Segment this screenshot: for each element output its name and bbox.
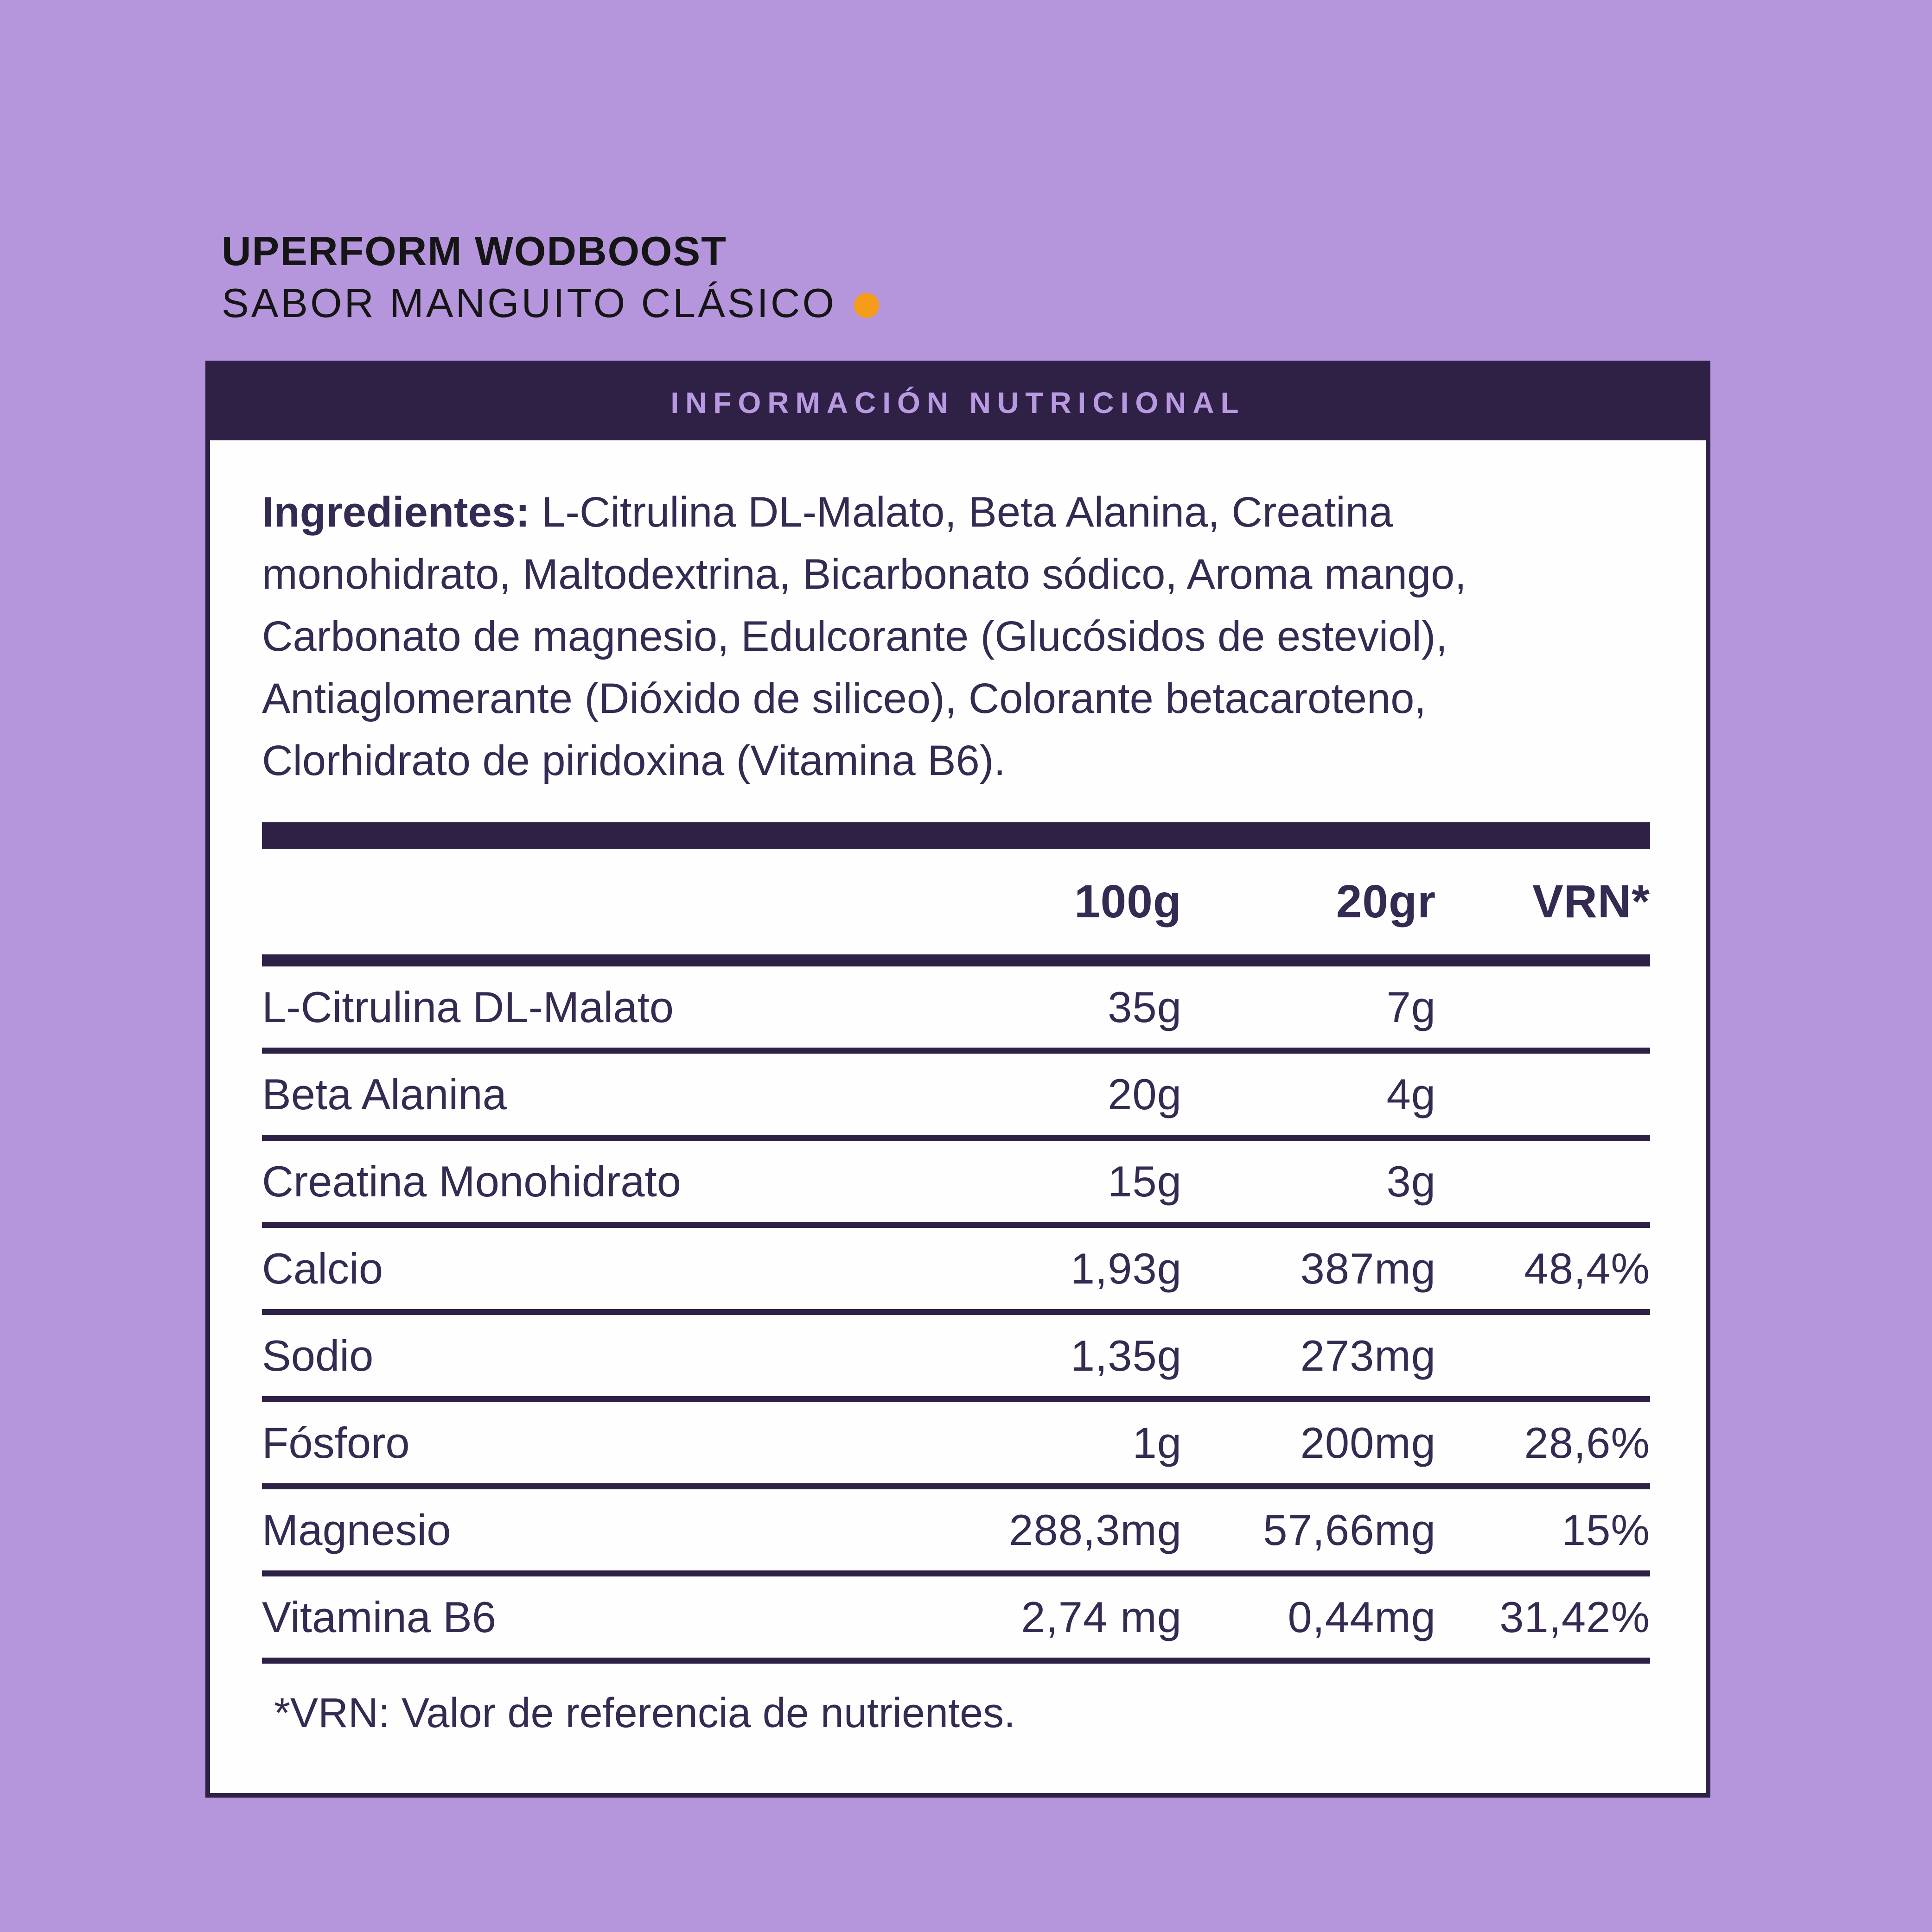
row-per20: 387mg [1300, 1244, 1436, 1293]
row-vrn: 48,4% [1524, 1244, 1650, 1293]
row-name: Beta Alanina [262, 1069, 507, 1119]
row-per100: 288,3mg [1009, 1505, 1182, 1554]
row-name: L-Citrulina DL-Malato [262, 982, 674, 1031]
row-vrn: 15% [1561, 1505, 1650, 1554]
row-per20: 273mg [1300, 1331, 1436, 1380]
row-name: Vitamina B6 [262, 1592, 497, 1641]
table-row [262, 1489, 1650, 1576]
ingredients-text: L-Citrulina DL-Malato, Beta Alanina, Creatina monohidrato, Maltodextrina, Bicarbonato sódico, Aroma mango, Carbonato de magnesio, Edulcorante (Glucósidos de esteviol), Antiaglomerante (Dióxido de siliceo), Colorante betacaroteno, Clorhidrato de piridoxina (Vitamina B6). [262, 489, 1467, 784]
row-name: Sodio [262, 1331, 374, 1380]
table-header-row [262, 849, 1650, 954]
row-per20: 57,66mg [1263, 1505, 1436, 1554]
table-row [262, 1315, 1650, 1402]
table-top-rule [262, 822, 1650, 849]
nutrition-facts-card [205, 361, 1710, 1798]
row-vrn: 28,6% [1524, 1418, 1650, 1467]
card-content [210, 481, 1706, 1737]
card-header-bar [210, 365, 1706, 440]
row-name: Creatina Monohidrato [262, 1157, 681, 1206]
row-per100: 20g [1108, 1069, 1182, 1119]
row-per20: 4g [1386, 1069, 1436, 1119]
card-title: INFORMACIÓN NUTRICIONAL [670, 386, 1245, 419]
column-header-per20: 20gr [1336, 875, 1436, 928]
flavor-row [222, 280, 879, 326]
row-per100: 1,93g [1070, 1244, 1182, 1293]
row-per100: 15g [1108, 1157, 1182, 1206]
row-per100: 35g [1108, 982, 1182, 1031]
ingredients-paragraph [262, 481, 1607, 792]
row-per20: 200mg [1300, 1418, 1436, 1467]
vrn-footnote: *VRN: Valor de referencia de nutrientes. [274, 1690, 1016, 1736]
row-name: Magnesio [262, 1505, 451, 1554]
table-row [262, 1054, 1650, 1141]
table-row [262, 1402, 1650, 1489]
row-per20: 0,44mg [1288, 1592, 1436, 1641]
flavor-name: SABOR MANGUITO CLÁSICO [222, 280, 836, 326]
orange-dot-icon [854, 293, 879, 318]
row-per100: 1g [1132, 1418, 1182, 1467]
table-row [262, 966, 1650, 1054]
ingredients-label: Ingredientes: [262, 489, 530, 536]
row-per20: 3g [1386, 1157, 1436, 1206]
row-per100: 1,35g [1070, 1331, 1182, 1380]
row-name: Calcio [262, 1244, 383, 1293]
table-header-rule [262, 954, 1650, 966]
row-name: Fósforo [262, 1418, 410, 1467]
table-row [262, 1228, 1650, 1315]
row-vrn: 31,42% [1499, 1592, 1650, 1641]
product-name: UPERFORM WODBOOST [222, 228, 727, 274]
row-per100: 2,74 mg [1021, 1592, 1182, 1641]
table-row [262, 1141, 1650, 1228]
brand-block [222, 228, 879, 326]
column-header-vrn: VRN* [1532, 875, 1650, 928]
column-header-per100: 100g [1074, 875, 1182, 928]
table-row [262, 1576, 1650, 1664]
row-per20: 7g [1386, 982, 1436, 1031]
